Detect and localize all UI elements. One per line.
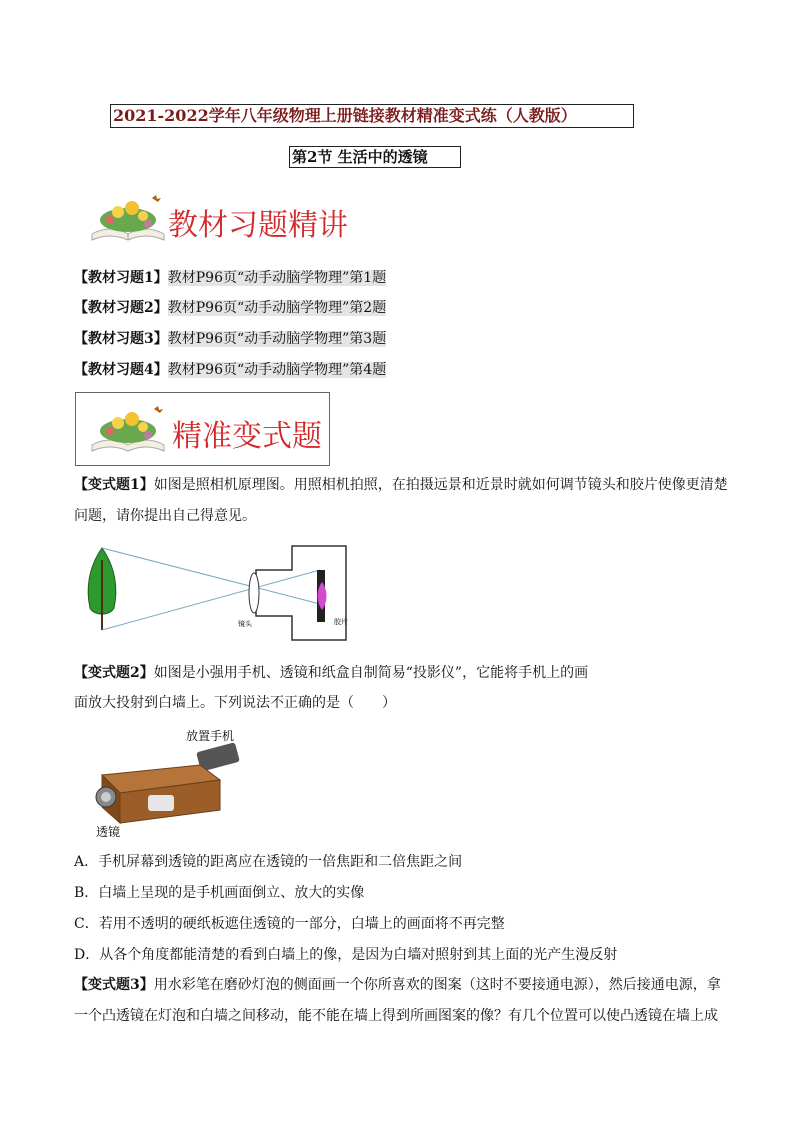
exercise-1-label: 【教材习题1】 [74, 270, 168, 286]
option-b: B．白墙上呈现的是手机画面倒立、放大的实像 [74, 885, 365, 901]
q2-line1 [74, 663, 588, 683]
open-book-flowers-icon [88, 399, 168, 459]
exercise-1-text: 教材P96页“动手动脑学物理”第1题 [167, 270, 387, 286]
option-c: C．若用不透明的硬纸板遮住透镜的一部分，白墙上的画面将不再完整 [74, 916, 505, 932]
q3-text-2: 一个凸透镜在灯泡和白墙之间移动，能不能在墙上得到所画图案的像？有几个位置可以使凸透镜在墙上成 [74, 1008, 718, 1024]
banner-textbook-exercises [88, 190, 388, 246]
q3-line1 [74, 975, 721, 995]
exercise-4-text: 教材P96页“动手动脑学物理”第4题 [167, 362, 387, 378]
document-title: 2021-2022学年八年级物理上册链接教材精准变式练（人教版） [110, 104, 634, 128]
phone-label: 放置手机 [186, 729, 235, 743]
projector-lens-label: 透镜 [96, 825, 121, 839]
q3-label: 【变式题3】 [74, 977, 154, 993]
exercise-2-label: 【教材习题2】 [74, 300, 168, 316]
exercise-3-label: 【教材习题3】 [74, 331, 168, 347]
option-d: D．从各个角度都能清楚的看到白墙上的像，是因为白墙对照射到其上面的光产生漫反射 [74, 947, 618, 963]
q1-text-1: 如图是照相机原理图。用照相机拍照，在拍摄远景和近景时就如何调节镜头和胶片使像更清楚 [153, 477, 728, 493]
banner1-text: 教材习题精讲 [168, 208, 348, 243]
banner-variant-questions [75, 392, 330, 466]
exercise-2 [74, 298, 386, 318]
q2-text-1: 如图是小强用手机、透镜和纸盒自制简易“投影仪”，它能将手机上的画 [153, 665, 589, 681]
exercise-1 [74, 268, 386, 288]
exercise-2-text: 教材P96页“动手动脑学物理”第2题 [167, 300, 387, 316]
q2-text-2: 面放大投射到白墙上。下列说法不正确的是（ ） [74, 695, 396, 711]
q3-text-1: 用水彩笔在磨砂灯泡的侧面画一个你所喜欢的图案（这时不要接通电源），然后接通电源，拿 [153, 977, 721, 993]
open-book-flowers-icon [88, 190, 168, 246]
lens-label: 镜头 [238, 620, 252, 628]
option-a: A．手机屏幕到透镜的距离应在透镜的一倍焦距和二倍焦距之间 [74, 854, 463, 870]
exercise-4 [74, 360, 386, 380]
banner2-text: 精准变式题 [172, 419, 322, 454]
q1-line1 [74, 475, 728, 495]
exercise-3-text: 教材P96页“动手动脑学物理”第3题 [167, 331, 387, 347]
tree-icon [88, 548, 116, 630]
lens-icon [249, 573, 259, 613]
exercise-4-label: 【教材习题4】 [74, 362, 168, 378]
q1-text-2: 问题，请你提出自己得意见。 [74, 508, 256, 524]
q1-label: 【变式题1】 [74, 477, 154, 493]
section-title: 第2节 生活中的透镜 [289, 146, 461, 168]
projector-box-photo [90, 725, 250, 840]
camera-principle-diagram [80, 540, 370, 645]
exercise-3 [74, 329, 386, 349]
q2-label: 【变式题2】 [74, 665, 154, 681]
film-label: 胶片 [334, 618, 348, 626]
